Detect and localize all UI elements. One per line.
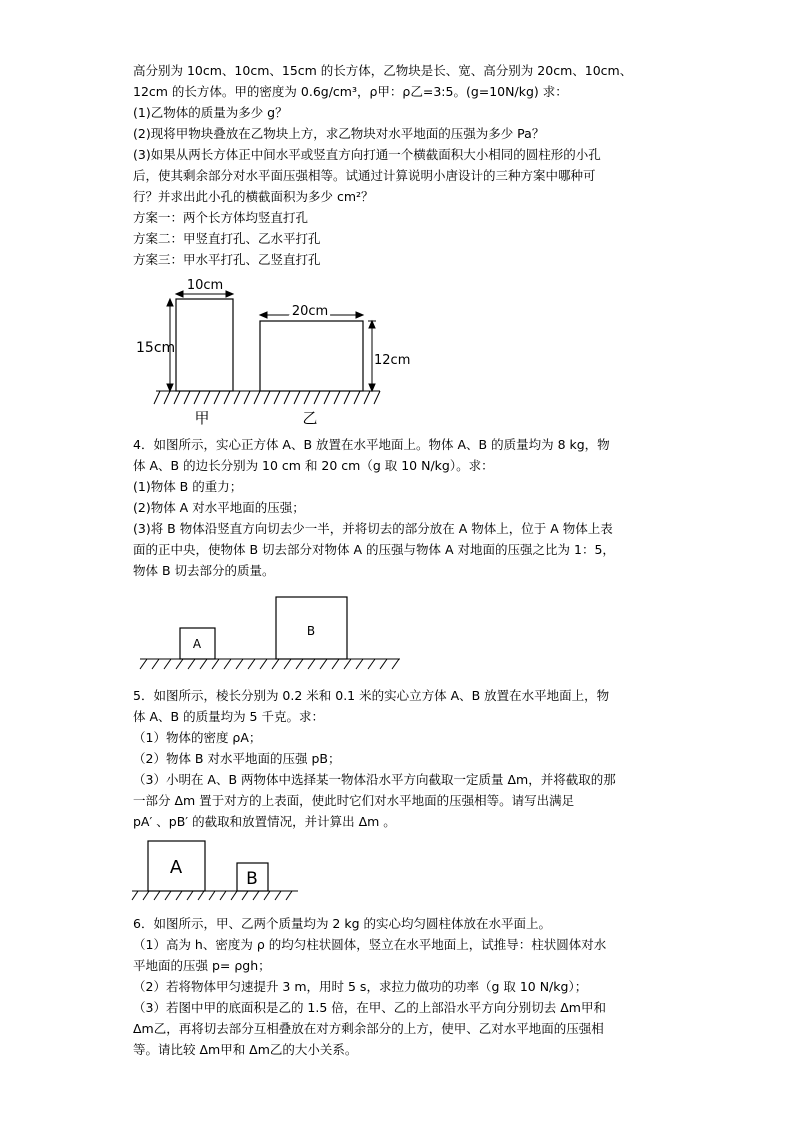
p3-line: 后，使其剩余部分对水平面压强相等。试通过计算说明小唐设计的三种方案中哪种可 bbox=[133, 168, 596, 183]
p4-line: 体 A、B 的边长分别为 10 cm 和 20 cm（g 取 10 N/kg）。求： bbox=[133, 458, 494, 473]
p4-line: 面的正中央，使物体 B 切去部分对物体 A 的压强与物体 A 对地面的压强之比为 1：5， bbox=[133, 542, 615, 557]
block-jia bbox=[176, 299, 233, 391]
p3-line: (3)如果从两长方体正中间水平或竖直方向打通一个横截面积大小相同的圆柱形的小孔 bbox=[133, 147, 601, 162]
yi-label: 乙 bbox=[302, 409, 318, 427]
block-yi bbox=[260, 321, 363, 391]
p5-line: pA′ 、pB′ 的截取和放置情况，并计算出 Δm 。 bbox=[133, 814, 396, 829]
p5-line: 一部分 Δm 置于对方的上表面，使此时它们对水平地面的压强相等。请写出满足 bbox=[133, 793, 575, 808]
cube-b-label: B bbox=[306, 624, 316, 638]
cube-b-label: B bbox=[246, 869, 258, 889]
p5-line: （1）物体的密度 ρA； bbox=[133, 730, 262, 745]
p6-line: （2）若将物体甲匀速提升 3 m，用时 5 s，求拉力做功的功率（g 取 10 N/kg）； bbox=[133, 979, 588, 994]
p4-line: 物体 B 切去部分的质量。 bbox=[133, 563, 275, 578]
yi-height-label: 12cm bbox=[374, 353, 411, 368]
p5-line: 体 A、B 的质量均为 5 千克。求： bbox=[133, 709, 324, 724]
p6-line: Δm乙，再将切去部分互相叠放在对方剩余部分的上方，使甲、乙对水平地面的压强相 bbox=[133, 1021, 604, 1036]
p3-line: 方案三：甲水平打孔、乙竖直打孔 bbox=[133, 252, 321, 267]
ground-hatch bbox=[132, 891, 298, 900]
p6-line: 6．如图所示，甲、乙两个质量均为 2 kg 的实心均匀圆柱体放在水平面上。 bbox=[133, 916, 552, 931]
p3-line: 方案一：两个长方体均竖直打孔 bbox=[133, 210, 309, 225]
p6-line: 等。请比较 Δm甲和 Δm乙的大小关系。 bbox=[133, 1042, 358, 1057]
jia-label: 甲 bbox=[194, 409, 210, 427]
p3-line: 12cm 的长方体。甲的密度为 0.6g/cm³，ρ甲：ρ乙=3:5。(g=10N/kg) 求： bbox=[133, 84, 568, 99]
p6-line: 平地面的压强 p= ρgh； bbox=[133, 958, 271, 973]
p4-line: (1)物体 B 的重力； bbox=[133, 479, 243, 494]
p3-line: 高分别为 10cm、10cm、15cm 的长方体，乙物块是长、宽、高分别为 20cm、10cm、 bbox=[133, 63, 633, 78]
yi-width-label: 20cm bbox=[291, 304, 329, 319]
p4-line: (3)将 B 物体沿竖直方向切去少一半，并将切去的部分放在 A 物体上，位于 A 物体上表 bbox=[133, 521, 613, 536]
p3-line: (2)现将甲物块叠放在乙物块上方，求乙物块对水平地面的压强为多少 Pa？ bbox=[133, 126, 545, 141]
p5-line: （3）小明在 A、B 两物体中选择某一物体沿水平方向截取一定质量 Δm，并将截取的那 bbox=[133, 772, 616, 787]
jia-width-label: 10cm bbox=[186, 278, 224, 293]
p3-figure bbox=[130, 270, 411, 430]
cube-a-label: A bbox=[169, 857, 183, 878]
p4-line: 4．如图所示，实心正方体 A、B 放置在水平地面上。物体 A、B 的质量均为 8 kg，物 bbox=[133, 437, 610, 452]
p3-line: 方案二：甲竖直打孔、乙水平打孔 bbox=[133, 231, 321, 246]
p3-line: (1)乙物体的质量为多少 g？ bbox=[133, 105, 288, 120]
p3-line: 行？并求出此小孔的横截面积为多少 cm²？ bbox=[133, 189, 374, 204]
jia-height-label: 15cm bbox=[136, 340, 176, 356]
p5-line: 5．如图所示，棱长分别为 0.2 米和 0.1 米的实心立方体 A、B 放置在水平地面上，物 bbox=[133, 688, 610, 703]
p5-figure bbox=[128, 836, 308, 906]
ground-hatch bbox=[154, 391, 380, 404]
p4-line: (2)物体 A 对水平地面的压强； bbox=[133, 500, 305, 515]
p6-line: （3）若图中甲的底面积是乙的 1.5 倍，在甲、乙的上部沿水平方向分别切去 Δm甲和 bbox=[133, 1000, 606, 1015]
ground-hatch bbox=[140, 659, 400, 669]
p4-figure bbox=[135, 592, 405, 672]
p5-line: （2）物体 B 对水平地面的压强 pB； bbox=[133, 751, 341, 766]
cube-a-label: A bbox=[192, 637, 202, 651]
p6-line: （1）高为 h、密度为 ρ 的均匀柱状圆体，竖立在水平地面上，试推导：柱状圆体对水 bbox=[133, 937, 607, 952]
